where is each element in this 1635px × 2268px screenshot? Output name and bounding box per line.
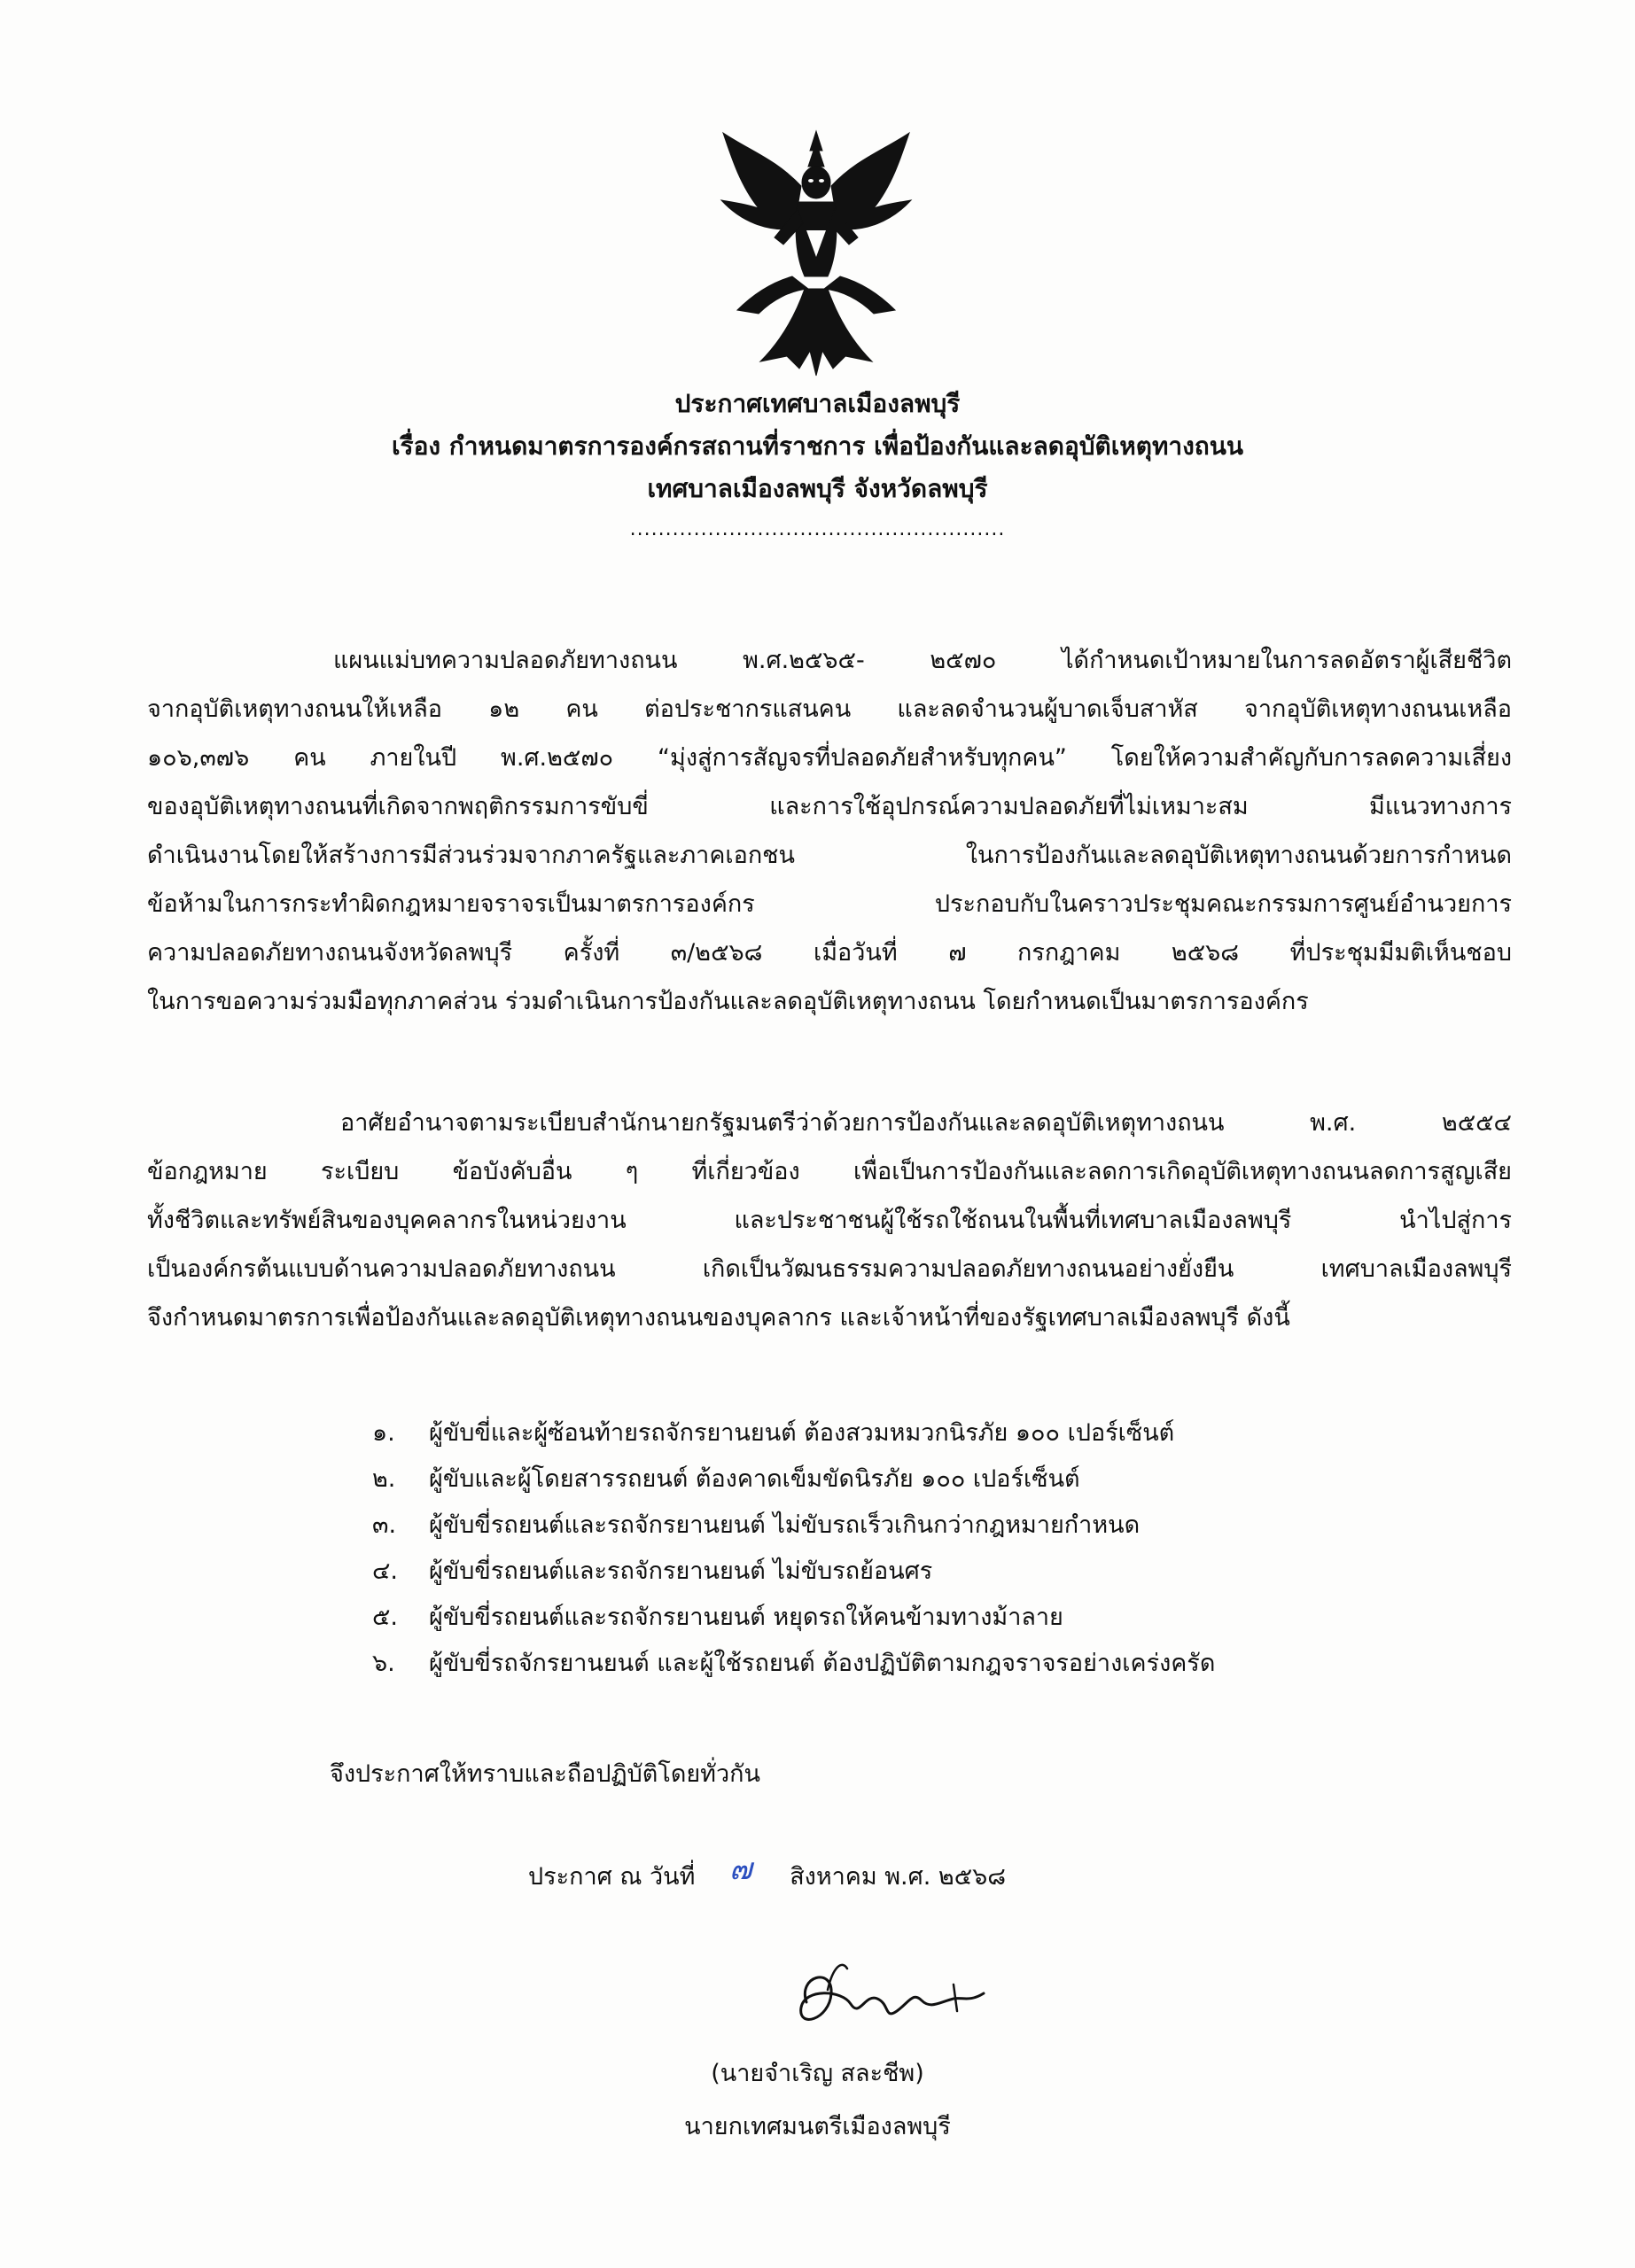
paragraph-line: ความปลอดภัยทางถนนจังหวัดลพบุรี ครั้งที่ ๓/๒๕๖๘ เมื่อวันที่ ๗ กรกฎาคม ๒๕๖๘ ที่ประชุมมีมติเห็นชอบ	[147, 939, 1512, 967]
list-item-number: ๒.	[372, 1465, 396, 1493]
announcement-location: เทศบาลเมืองลพบุรี จังหวัดลพบุรี	[647, 474, 988, 503]
list-item	[372, 1456, 1215, 1503]
garuda-emblem-icon	[705, 124, 927, 377]
signature-icon	[780, 1949, 1010, 2047]
paragraph-line: อาศัยอำนาจตามระเบียบสำนักนายกรัฐมนตรีว่าด้วยการป้องกันและลดอุบัติเหตุทางถนน พ.ศ. ๒๕๕๔	[340, 1109, 1512, 1137]
list-item-number: ๖.	[372, 1650, 395, 1677]
list-item-text: ผู้ขับขี่รถยนต์และรถจักรยานยนต์ ไม่ขับรถย้อนศร	[429, 1557, 933, 1585]
date-day-handwritten: ๗	[729, 1852, 752, 1887]
list-item-number: ๔.	[372, 1557, 399, 1585]
list-item	[372, 1410, 1215, 1456]
announcement-org: ประกาศเทศบาลเมืองลพบุรี	[674, 389, 961, 418]
paragraph-line: แผนแม่บทความปลอดภัยทางถนน พ.ศ.๒๕๖๕- ๒๕๗๐ ได้กำหนดเป้าหมายในการลดอัตราผู้เสียชีวิต	[333, 647, 1512, 674]
announcement-header	[0, 383, 1635, 546]
list-item-number: ๓.	[372, 1511, 397, 1539]
list-item-text: ผู้ขับและผู้โดยสารรถยนต์ ต้องคาดเข็มขัดนิรภัย ๑๐๐ เปอร์เซ็นต์	[429, 1465, 1080, 1493]
paragraph-line: ทั้งชีวิตและทรัพย์สินของบุคคลากรในหน่วยงาน และประชาชนผู้ใช้รถใช้ถนนในพื้นที่เทศบาลเมืองลพบุรี นำไปสู่การ	[147, 1207, 1512, 1234]
paragraph-line: จากอุบัติเหตุทางถนนให้เหลือ ๑๒ คน ต่อประชากรแสนคน และลดจำนวนผู้บาดเจ็บสาหัส จากอุบัติเหตุทางถนนเหลือ	[147, 695, 1512, 723]
list-item	[372, 1641, 1215, 1687]
list-item-number: ๑.	[372, 1419, 395, 1447]
measures-list	[372, 1410, 1215, 1687]
list-item-number: ๕.	[372, 1604, 399, 1631]
list-item-text: ผู้ขับขี่รถยนต์และรถจักรยานยนต์ ไม่ขับรถเร็วเกินกว่ากฎหมายกำหนด	[429, 1511, 1141, 1539]
closing-statement: จึงประกาศให้ทราบและถือปฏิบัติโดยทั่วกัน	[330, 1760, 760, 1788]
signer-title: นายกเทศมนตรีเมืองลพบุรี	[684, 2113, 951, 2140]
list-item-text: ผู้ขับขี่รถยนต์และรถจักรยานยนต์ หยุดรถให้คนข้ามทางม้าลาย	[429, 1604, 1063, 1631]
announcement-subject: เรื่อง กำหนดมาตรการองค์กรสถานที่ราชการ เพื่อป้องกันและลดอุบัติเหตุทางถนน	[391, 431, 1244, 461]
announcement-date	[528, 1850, 1006, 1898]
paragraph-line: จึงกำหนดมาตรการเพื่อป้องกันและลดอุบัติเหตุทางถนนของบุคลากร และเจ้าหน้าที่ของรัฐเทศบาลเมืองลพบุรี ดังนี้	[147, 1304, 1290, 1332]
list-item	[372, 1549, 1215, 1595]
paragraph-line: ๑๐๖,๓๗๖ คน ภายในปี พ.ศ.๒๕๗๐ “มุ่งสู่การสัญจรที่ปลอดภัยสำหรับทุกคน” โดยให้ความสำคัญกับการลดความเสี่ยง	[147, 744, 1512, 772]
paragraph-line: ข้อกฎหมาย ระเบียบ ข้อบังคับอื่น ๆ ที่เกี่ยวข้อง เพื่อเป็นการป้องกันและลดการเกิดอุบัติเหตุทางถนนลดการสูญเสีย	[147, 1158, 1512, 1185]
paragraph-line: ของอุบัติเหตุทางถนนที่เกิดจากพฤติกรรมการขับขี่ และการใช้อุปกรณ์ความปลอดภัยที่ไม่เหมาะสม มีแนวทางการ	[147, 793, 1512, 820]
date-prefix: ประกาศ ณ วันที่	[528, 1863, 696, 1891]
list-item	[372, 1595, 1215, 1641]
paragraph-line: ข้อห้ามในการกระทำผิดกฎหมายจราจรเป็นมาตรการองค์กร ประกอบกับในคราวประชุมคณะกรรมการศูนย์อำนวยการ	[147, 890, 1512, 918]
header-rule: .....................................................	[629, 518, 1006, 540]
date-month-year: สิงหาคม พ.ศ. ๒๕๖๘	[790, 1863, 1007, 1891]
paragraph-authority	[147, 1099, 1512, 1342]
list-item-text: ผู้ขับขี่และผู้ซ้อนท้ายรถจักรยานยนต์ ต้องสวมหมวกนิรภัย ๑๐๐ เปอร์เซ็นต์	[429, 1419, 1175, 1447]
list-item-text: ผู้ขับขี่รถจักรยานยนต์ และผู้ใช้รถยนต์ ต้องปฏิบัติตามกฎจราจรอย่างเคร่งครัด	[429, 1650, 1216, 1677]
paragraph-line: ในการขอความร่วมมือทุกภาคส่วน ร่วมดำเนินการป้องกันและลดอุบัติเหตุทางถนน โดยกำหนดเป็นมาตรการองค์กร	[147, 988, 1309, 1015]
paragraph-background	[147, 636, 1512, 1026]
signer-name: (นายจำเริญ สละชีพ)	[711, 2060, 924, 2087]
list-item	[372, 1503, 1215, 1549]
paragraph-line: ดำเนินงานโดยให้สร้างการมีส่วนร่วมจากภาครัฐและภาคเอกชน ในการป้องกันและลดอุบัติเหตุทางถนนด้วยการกำหนด	[147, 842, 1512, 869]
paragraph-line: เป็นองค์กรต้นแบบด้านความปลอดภัยทางถนน เกิดเป็นวัฒนธรรมความปลอดภัยทางถนนอย่างยั่งยืน เทศบาลเมืองลพบุรี	[147, 1255, 1512, 1283]
